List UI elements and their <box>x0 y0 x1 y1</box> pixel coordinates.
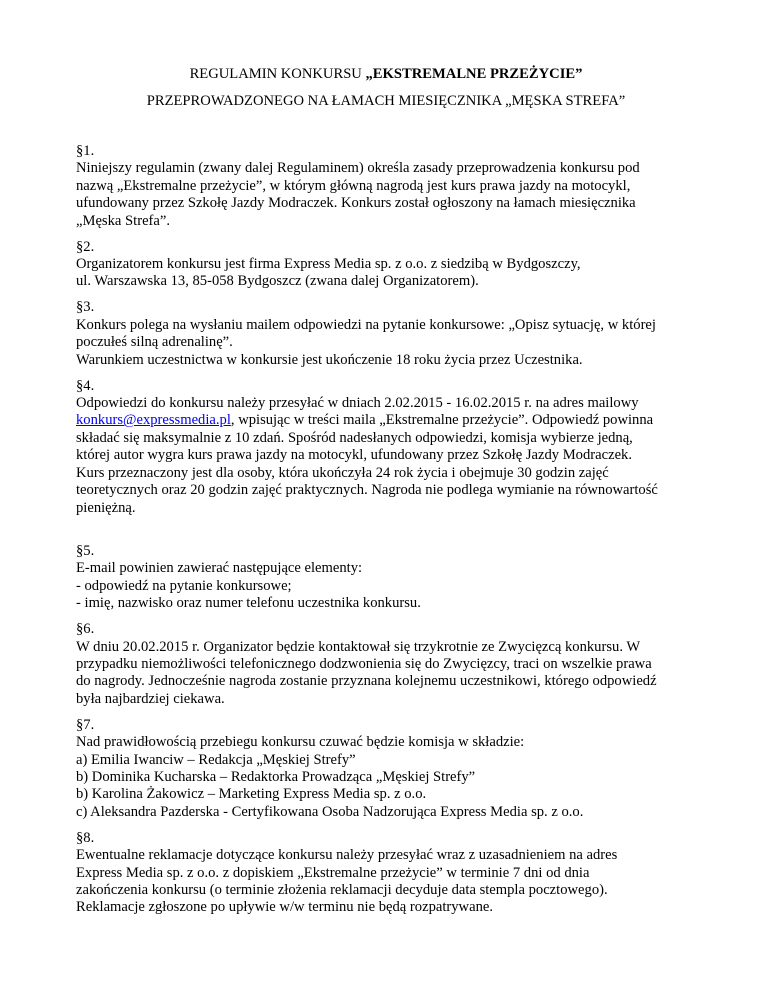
section-heading: §7. <box>76 716 95 733</box>
section-heading: §8. <box>76 829 95 846</box>
section-heading: §6. <box>76 621 95 638</box>
section-heading: §3. <box>76 299 95 316</box>
section-line: ufundowany przez Szkołę Jazdy Modraczek. Konkurs został ogłoszony na łamach miesięcznika <box>76 195 636 212</box>
section-7 <box>76 717 696 821</box>
document-title-line-1 <box>76 66 696 83</box>
section-line: nazwą „Ekstremalne przeżycie”, w którym główną nagrodą jest kurs prawa jazdy na motocykl, <box>76 177 631 194</box>
committee-member: c) Aleksandra Pazderska - Certyfikowana Osoba Nadzorująca Express Media sp. z o.o. <box>76 803 584 820</box>
section-5 <box>76 543 696 613</box>
title-contest-name: „EKSTREMALNE PRZEŻYCIE” <box>365 66 583 82</box>
section-line: - imię, nazwisko oraz numer telefonu uczestnika konkursu. <box>76 595 421 612</box>
section-line: Express Media sp. z o.o. z dopiskiem „Ekstremalne przeżycie” w terminie 7 dni od dnia <box>76 864 590 881</box>
committee-member: b) Karolina Żakowicz – Marketing Express Media sp. z o.o. <box>76 786 427 803</box>
section-4 <box>76 378 696 517</box>
section-line: składać się maksymalnie z 10 zdań. Spośród nadesłanych odpowiedzi, komisja wybierze jedną, <box>76 429 633 446</box>
contest-email-link[interactable]: konkurs@expressmedia.pl <box>76 412 231 429</box>
committee-member: a) Emilia Iwanciw – Redakcja „Męskiej Strefy” <box>76 751 356 768</box>
section-line: której autor wygra kurs prawa jazdy na motocykl, ufundowany przez Szkołę Jazdy Modraczek. <box>76 447 632 464</box>
section-line: Warunkiem uczestnictwa w konkursie jest ukończenie 18 roku życia przez Uczestnika. <box>76 351 583 368</box>
section-heading: §4. <box>76 377 95 394</box>
section-1 <box>76 143 696 230</box>
section-line: E-mail powinien zawierać następujące elementy: <box>76 560 363 577</box>
section-line: „Męska Strefa”. <box>76 212 171 229</box>
regulations-body <box>76 143 696 925</box>
section-line: teoretycznych oraz 20 godzin zajęć praktycznych. Nagroda nie podlega wymianie na równowartość <box>76 482 658 499</box>
section-line: - odpowiedź na pytanie konkursowe; <box>76 577 292 594</box>
section-2 <box>76 239 696 291</box>
section-line: W dniu 20.02.2015 r. Organizator będzie kontaktował się trzykrotnie ze Zwycięzcą konkursu. W <box>76 638 641 655</box>
section-line-with-email <box>76 412 696 429</box>
document-title-line-2: PRZEPROWADZONEGO NA ŁAMACH MIESIĘCZNIKA „MĘSKA STREFA” <box>146 93 626 109</box>
section-6 <box>76 621 696 708</box>
section-line: poczułeś silną adrenalinę”. <box>76 334 233 351</box>
section-3 <box>76 299 696 369</box>
section-line: Reklamacje zgłoszone po upływie w/w terminu nie będą rozpatrywane. <box>76 899 493 916</box>
section-line-rest: , wpisując w treści maila „Ekstremalne przeżycie”. Odpowiedź powinna <box>230 412 654 429</box>
committee-member: b) Dominika Kucharska – Redaktorka Prowadząca „Męskiej Strefy” <box>76 768 476 785</box>
section-line: Nad prawidłowością przebiegu konkursu czuwać będzie komisja w składzie: <box>76 734 525 751</box>
section-line: Niniejszy regulamin (zwany dalej Regulaminem) określa zasady przeprowadzenia konkursu pod <box>76 160 640 177</box>
section-line: Kurs przeznaczony jest dla osoby, która ukończyła 24 rok życia i obejmuje 30 godzin zajęć <box>76 464 609 481</box>
section-line: do nagrody. Jednocześnie nagroda zostanie przyznana kolejnemu uczestnikowi, którego odpowiedź <box>76 673 657 690</box>
section-heading: §1. <box>76 143 95 159</box>
section-heading: §5. <box>76 542 95 559</box>
section-8 <box>76 830 696 917</box>
section-line: pieniężną. <box>76 499 136 516</box>
section-line: Odpowiedzi do konkursu należy przesyłać w dniach 2.02.2015 - 16.02.2015 r. na adres mailowy <box>76 395 639 412</box>
section-line: ul. Warszawska 13, 85-058 Bydgoszcz (zwana dalej Organizatorem). <box>76 273 479 290</box>
section-line: Ewentualne reklamacje dotyczące konkursu należy przesyłać wraz z uzasadnieniem na adres <box>76 847 618 864</box>
section-line: Konkurs polega na wysłaniu mailem odpowiedzi na pytanie konkursowe: „Opisz sytuację, w której <box>76 316 656 333</box>
section-line: zakończenia konkursu (o terminie złożenia reklamacji decyduje data stempla pocztowego). <box>76 882 608 898</box>
section-heading: §2. <box>76 238 95 255</box>
section-line: Organizatorem konkursu jest firma Express Media sp. z o.o. z siedzibą w Bydgoszczy, <box>76 256 581 273</box>
title-prefix: REGULAMIN KONKURSU <box>189 66 366 82</box>
section-line: była najbardziej ciekawa. <box>76 690 225 707</box>
section-line: przypadku niemożliwości telefonicznego dodzwonienia się do Zwycięzcy, traci on wszelkie prawa <box>76 655 652 672</box>
